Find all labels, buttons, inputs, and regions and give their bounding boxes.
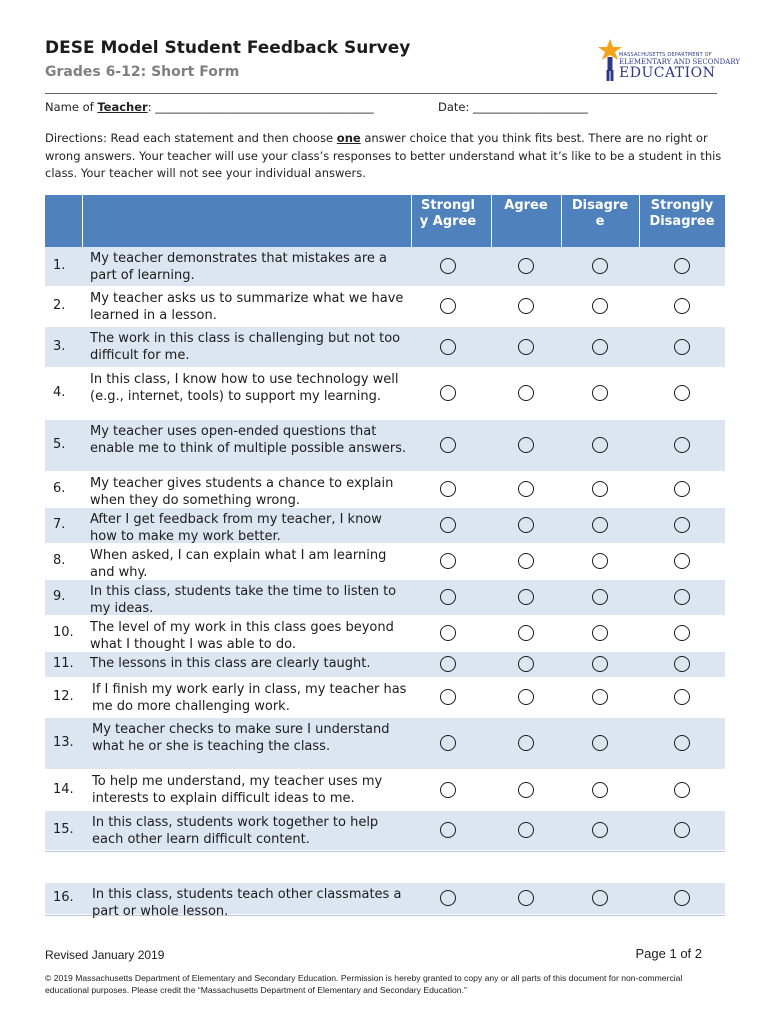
- response-option-circle[interactable]: [518, 258, 534, 274]
- response-option-circle[interactable]: [674, 890, 690, 906]
- item-number: 8.: [53, 553, 66, 568]
- header-column-separator: [82, 195, 83, 247]
- item-number: 15.: [53, 822, 74, 837]
- logo-line-3: EDUCATION: [619, 65, 716, 81]
- item-statement: After I get feedback from my teacher, I know how to make my work better.: [90, 512, 382, 544]
- response-option-circle[interactable]: [592, 385, 608, 401]
- response-option-circle[interactable]: [518, 782, 534, 798]
- logo-line-2: ELEMENTARY AND SECONDARY: [619, 58, 740, 66]
- response-option-circle[interactable]: [592, 822, 608, 838]
- directions-part2: answer choice that you think fits best. There are no right or wrong answers. Your teacher will use your class’s responses to better understand what it’s like to be a student in this class. Your teacher will not see your individual answers.: [45, 131, 722, 180]
- response-option-circle[interactable]: [440, 437, 456, 453]
- response-option-circle[interactable]: [440, 890, 456, 906]
- item-statement: In this class, students work together to help each other learn difficult content.: [92, 815, 379, 847]
- item-statement: When asked, I can explain what I am learning and why.: [90, 548, 387, 580]
- response-option-circle[interactable]: [440, 656, 456, 672]
- response-option-circle[interactable]: [592, 689, 608, 705]
- response-option-circle[interactable]: [440, 589, 456, 605]
- response-option-circle[interactable]: [592, 437, 608, 453]
- response-option-circle[interactable]: [592, 589, 608, 605]
- item-statement: The level of my work in this class goes beyond what I thought I was able to do.: [90, 620, 394, 652]
- column-header-0: [410, 198, 486, 230]
- survey-row: [45, 811, 725, 851]
- survey-row: [45, 327, 725, 368]
- survey-row: [45, 718, 725, 770]
- survey-row: [45, 544, 725, 580]
- response-option-circle[interactable]: [440, 517, 456, 533]
- item-number: 9.: [53, 589, 66, 604]
- response-option-circle[interactable]: [440, 298, 456, 314]
- survey-row: [45, 287, 725, 327]
- response-option-circle[interactable]: [440, 553, 456, 569]
- response-option-circle[interactable]: [440, 782, 456, 798]
- response-option-circle[interactable]: [592, 735, 608, 751]
- directions-emphasis: one: [336, 131, 361, 145]
- column-header-2: [564, 198, 636, 230]
- page-number: Page 1 of 2: [635, 946, 702, 961]
- response-option-circle[interactable]: [674, 258, 690, 274]
- item-statement: My teacher demonstrates that mistakes are a part of learning.: [90, 251, 387, 283]
- item-number: 4.: [53, 385, 66, 400]
- survey-row: [45, 678, 725, 718]
- response-option-circle[interactable]: [518, 890, 534, 906]
- survey-row: [45, 580, 725, 616]
- column-header-line: Disagree: [649, 214, 715, 229]
- item-number: 5.: [53, 437, 66, 452]
- survey-row: [45, 368, 725, 420]
- date-field[interactable]: Date: ____________________: [438, 100, 589, 114]
- column-header-1: [491, 198, 561, 214]
- response-option-circle[interactable]: [518, 385, 534, 401]
- response-option-circle[interactable]: [592, 656, 608, 672]
- item-statement: In this class, students teach other classmates a part or whole lesson.: [92, 887, 402, 919]
- response-option-circle[interactable]: [518, 735, 534, 751]
- survey-row: [45, 616, 725, 652]
- item-number: 11.: [53, 656, 74, 671]
- revised-date: Revised January 2019: [45, 948, 165, 962]
- item-statement: To help me understand, my teacher uses my interests to explain difficult ideas to me.: [92, 774, 383, 806]
- header-rule: [45, 93, 717, 94]
- item-statement: My teacher gives students a chance to explain when they do something wrong.: [90, 476, 394, 508]
- column-header-line: Strongl: [421, 198, 475, 213]
- item-statement: In this class, I know how to use technology well (e.g., internet, tools) to support my learning.: [90, 372, 399, 404]
- copyright-notice: © 2019 Massachusetts Department of Elementary and Secondary Education. Permission is hereby granted to copy any or all parts of this document for non-commercial educational purposes. Please credit the “Massachusetts Department of Elementary and Secondary Education.”: [45, 973, 683, 995]
- survey-table: [45, 195, 725, 919]
- response-option-circle[interactable]: [674, 689, 690, 705]
- response-option-circle[interactable]: [440, 822, 456, 838]
- response-option-circle[interactable]: [440, 339, 456, 355]
- response-option-circle[interactable]: [674, 589, 690, 605]
- directions: [45, 130, 725, 183]
- response-option-circle[interactable]: [518, 689, 534, 705]
- response-option-circle[interactable]: [592, 517, 608, 533]
- item-number: 7.: [53, 517, 66, 532]
- response-option-circle[interactable]: [674, 782, 690, 798]
- item-number: 3.: [53, 339, 66, 354]
- item-number: 10.: [53, 625, 74, 640]
- response-option-circle[interactable]: [674, 298, 690, 314]
- response-option-circle[interactable]: [674, 385, 690, 401]
- column-header-line: Strongly: [650, 198, 714, 213]
- response-option-circle[interactable]: [592, 298, 608, 314]
- response-option-circle[interactable]: [440, 258, 456, 274]
- response-option-circle[interactable]: [674, 735, 690, 751]
- response-option-circle[interactable]: [518, 822, 534, 838]
- item-number: 13.: [53, 735, 74, 750]
- name-bold: Teacher: [97, 100, 148, 114]
- item-statement: If I finish my work early in class, my teacher has me do more challenging work.: [92, 682, 407, 714]
- response-option-circle[interactable]: [592, 782, 608, 798]
- response-option-circle[interactable]: [518, 656, 534, 672]
- response-option-circle[interactable]: [518, 339, 534, 355]
- teacher-name-field[interactable]: [45, 100, 374, 114]
- response-option-circle[interactable]: [674, 625, 690, 641]
- survey-row: [45, 472, 725, 508]
- response-option-circle[interactable]: [592, 890, 608, 906]
- item-number: 6.: [53, 481, 66, 496]
- survey-title: DESE Model Student Feedback Survey: [45, 38, 411, 58]
- survey-row: [45, 508, 725, 544]
- response-option-circle[interactable]: [518, 437, 534, 453]
- item-statement: My teacher checks to make sure I understand what he or she is teaching the class.: [92, 722, 390, 754]
- response-option-circle[interactable]: [674, 822, 690, 838]
- item-number: 12.: [53, 689, 74, 704]
- response-option-circle[interactable]: [592, 625, 608, 641]
- column-header-3: [639, 198, 725, 230]
- response-option-circle[interactable]: [674, 517, 690, 533]
- dese-logo: [597, 38, 740, 84]
- column-header-line: Disagre: [571, 198, 629, 213]
- response-option-circle[interactable]: [592, 553, 608, 569]
- item-number: 14.: [53, 782, 74, 797]
- survey-row: [45, 652, 725, 678]
- item-statement: My teacher uses open-ended questions that enable me to think of multiple possible answers.: [90, 424, 407, 456]
- response-option-circle[interactable]: [440, 735, 456, 751]
- item-statement: The work in this class is challenging but not too difficult for me.: [90, 331, 401, 363]
- response-option-circle[interactable]: [518, 481, 534, 497]
- response-option-circle[interactable]: [440, 385, 456, 401]
- survey-row: [45, 247, 725, 287]
- item-statement: The lessons in this class are clearly taught.: [90, 656, 371, 671]
- column-header-line: e: [595, 214, 605, 229]
- item-number: 2.: [53, 298, 66, 313]
- response-option-circle[interactable]: [592, 339, 608, 355]
- logo-line-1: MASSACHUSETTS DEPARTMENT OF: [619, 52, 712, 58]
- response-option-circle[interactable]: [592, 258, 608, 274]
- table-header: [45, 195, 725, 247]
- item-number: 16.: [53, 890, 74, 905]
- name-prefix: Name of: [45, 100, 98, 114]
- name-suffix: : ______________________________________: [147, 100, 374, 114]
- response-option-circle[interactable]: [518, 553, 534, 569]
- response-option-circle[interactable]: [440, 625, 456, 641]
- item-statement: My teacher asks us to summarize what we have learned in a lesson.: [90, 291, 404, 323]
- response-option-circle[interactable]: [674, 339, 690, 355]
- response-option-circle[interactable]: [518, 517, 534, 533]
- response-option-circle[interactable]: [518, 589, 534, 605]
- directions-part1: Directions: Read each statement and then choose: [45, 131, 337, 145]
- response-option-circle[interactable]: [592, 481, 608, 497]
- survey-row: [45, 883, 725, 919]
- survey-row: [45, 420, 725, 472]
- item-number: 1.: [53, 258, 66, 273]
- survey-subtitle: Grades 6-12: Short Form: [45, 64, 240, 80]
- table-gap: [45, 851, 725, 883]
- response-option-circle[interactable]: [518, 625, 534, 641]
- response-option-circle[interactable]: [518, 298, 534, 314]
- response-option-circle[interactable]: [674, 656, 690, 672]
- column-header-line: y Agree: [419, 214, 477, 229]
- item-statement: In this class, students take the time to listen to my ideas.: [90, 584, 397, 616]
- response-option-circle[interactable]: [674, 437, 690, 453]
- column-header-line: Agree: [504, 198, 548, 213]
- response-option-circle[interactable]: [674, 553, 690, 569]
- survey-row: [45, 770, 725, 811]
- response-option-circle[interactable]: [440, 689, 456, 705]
- response-option-circle[interactable]: [674, 481, 690, 497]
- header-column-separator: [561, 195, 562, 247]
- response-option-circle[interactable]: [440, 481, 456, 497]
